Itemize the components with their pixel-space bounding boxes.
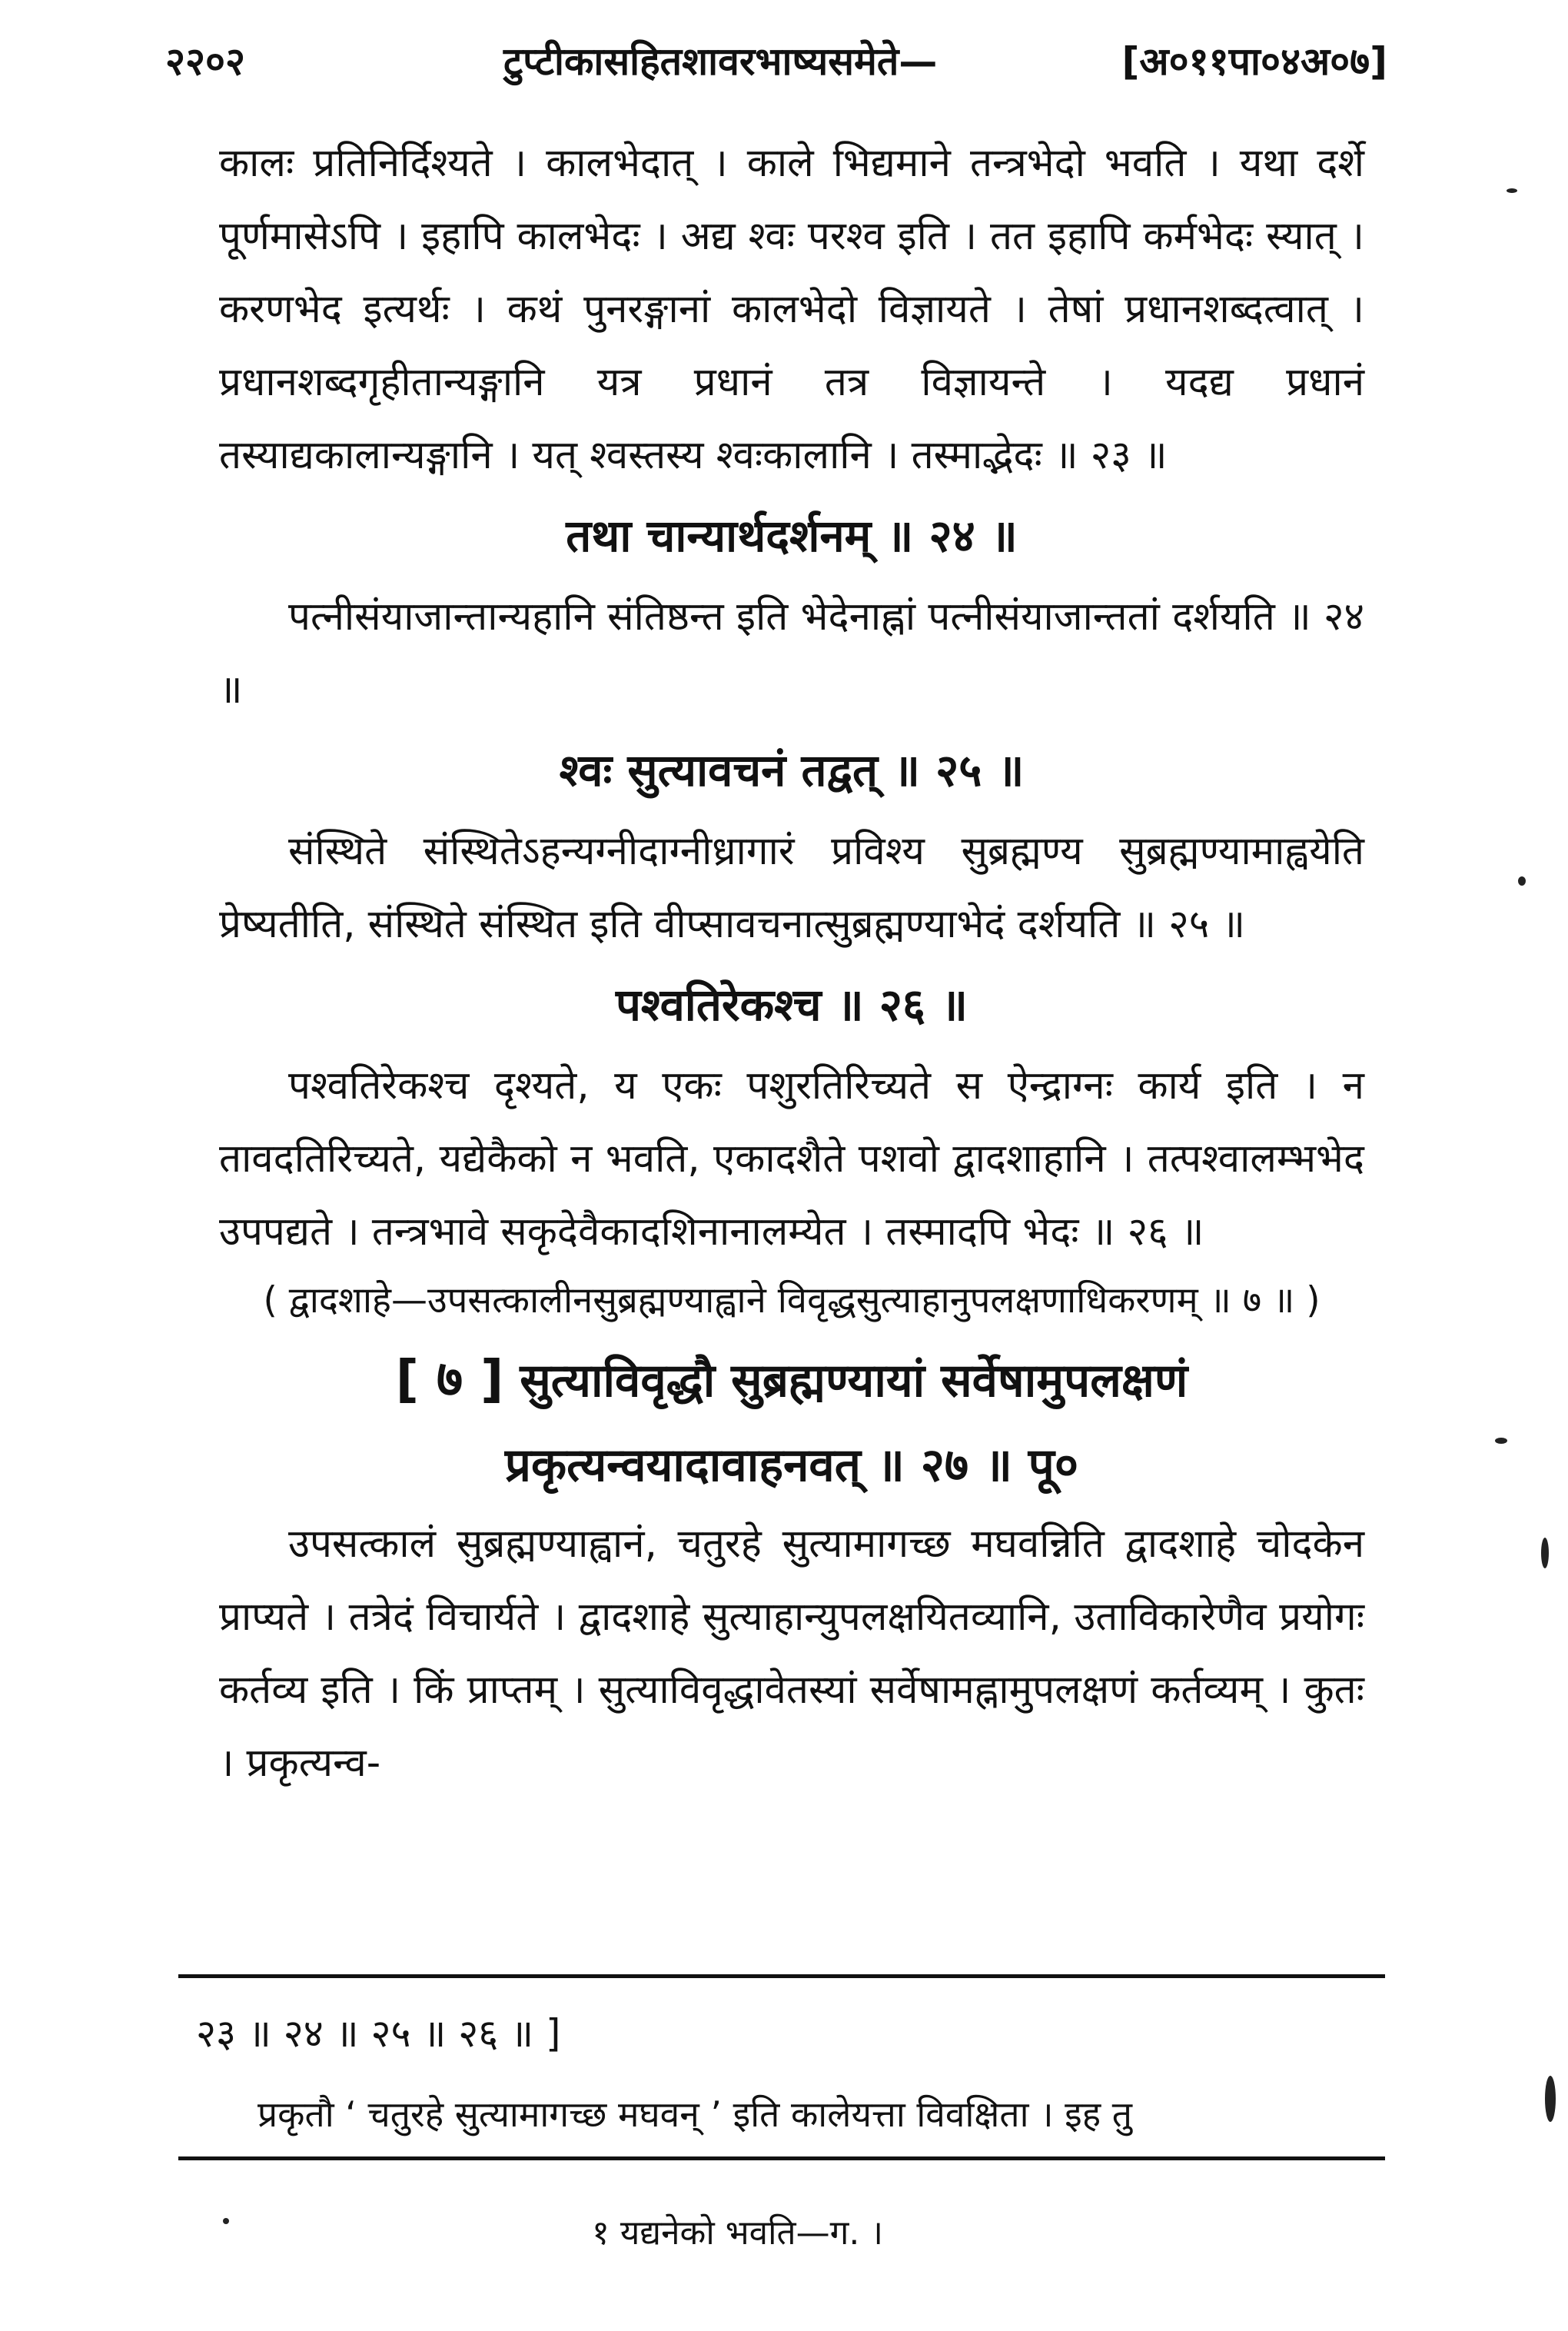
running-title: टुप्टीकासहितशावरभाष्यसमेते— <box>503 39 938 84</box>
sutra-24: तथा चान्यार्थदर्शनम् ॥ २४ ॥ <box>566 510 1018 562</box>
commentary-paragraph-27: उपसत्कालं सुब्रह्मण्याह्वानं, चतुरहे सुत्यामागच्छ मघवन्निति द्वादशाहे चोदकेन प्राप्यते । तत्रेदं विचार्यते । द्वादशाहे सुत्याहान्युपलक्षयितव्यानि, उताविकारेणैव प्रयोगः कर्तव्य इति । किं प्राप्तम् । सुत्याविवृद्धावेतस्यां सर्वेषामह्नामुपलक्षणं कर्तव्यम् । कुतः । प्रकृत्यन्व- <box>219 1521 1364 1786</box>
commentary-paragraph-26: पश्वतिरेकश्च दृश्यते, य एकः पशुरतिरिच्यते स ऐन्द्राग्नः कार्य इति । न तावदतिरिच्यते, यद्येकैको न भवति, एकादशैते पशवो द्वादशाहानि । तत्पश्वालम्भभेद उपपद्यते । तन्त्रभावे सकृदेवैकादशिनानालम्येत । तस्मादपि भेदः ॥ २६ ॥ <box>219 1063 1364 1255</box>
page-header <box>165 31 1387 92</box>
scan-speck <box>223 2218 229 2224</box>
scan-speck <box>1507 188 1517 193</box>
sutra-25: श्वः सुत्यावचनं तद्वत् ॥ २५ ॥ <box>559 744 1025 796</box>
sutra-27 <box>219 1337 1364 1508</box>
adhikarana-number: [ ७ ] <box>395 1349 504 1408</box>
sutra-27-line-1: सुत्याविवृद्धौ सुब्रह्मण्यायां सर्वेषामुपलक्षणं <box>520 1354 1188 1408</box>
sutra-26: पश्वतिरेकश्च ॥ २६ ॥ <box>615 979 968 1031</box>
scan-speck <box>1545 2076 1556 2122</box>
commentary-paragraph-25: संस्थिते संस्थितेऽहन्यग्नीदाग्नीध्रागारं प्रविश्य सुब्रह्मण्य सुब्रह्मण्यामाह्वयेति प्रेष्यतीति, संस्थिते संस्थित इति वीप्सावचनात्सुब्रह्मण्याभेदं दर्शयति ॥ २५ ॥ <box>219 829 1364 947</box>
main-text <box>219 127 1364 1800</box>
page-number: २२०२ <box>165 39 245 84</box>
sutra-27-line-2: प्रकृत्यन्वयादावाहनवत् ॥ २७ ॥ पू० <box>504 1438 1079 1492</box>
adhikarana-heading: ( द्वादशाहे—उपसत्कालीनसुब्रह्मण्याह्वाने विवृद्धसुत्याहानुपलक्षणाधिकरणम् ॥ ७ ॥ ) <box>263 1279 1321 1322</box>
scan-speck <box>1541 1538 1549 1568</box>
variant-reading-note: १ यद्यनेको भवति—ग. । <box>592 2213 883 2253</box>
footnote-divider <box>178 1974 1385 1978</box>
variant-divider <box>178 2156 1385 2160</box>
commentary-paragraph-24: पत्नीसंयाजान्तान्यहानि संतिष्ठन्त इति भेदेनाह्नां पत्नीसंयाजान्ततां दर्शयति ॥ २४ ॥ <box>219 594 1364 713</box>
scan-speck <box>1518 876 1526 886</box>
scan-speck <box>1495 1438 1507 1444</box>
footnote-verse-numbers: २३ ॥ २४ ॥ २५ ॥ २६ ॥ ] <box>196 2011 561 2056</box>
commentary-paragraph-23: कालः प्रतिनिर्दिश्यते । कालभेदात् । काले भिद्यमाने तन्त्रभेदो भवति । यथा दर्शे पूर्णमासेऽपि । इहापि कालभेदः । अद्य श्वः परश्व इति । तत इहापि कर्मभेदः स्यात् । करणभेद इत्यर्थः । कथं पुनरङ्गानां कालभेदो विज्ञायते । तेषां प्रधानशब्दत्वात् । प्रधानशब्दगृहीतान्यङ्गानि यत्र प्रधानं तत्र विज्ञायन्ते । यदद्य प्रधानं तस्याद्यकालान्यङ्गानि । यत् श्वस्तस्य श्वःकालानि । तस्माद्भेदः ॥ २३ ॥ <box>219 141 1364 478</box>
footnote-text: प्रकृतौ ‘ चतुरहे सुत्यामागच्छ मघवन् ’ इति कालेयत्ता विवक्षिता । इह तु <box>257 2093 1133 2135</box>
section-reference: [अ०११पा०४अ०७] <box>1121 39 1387 84</box>
